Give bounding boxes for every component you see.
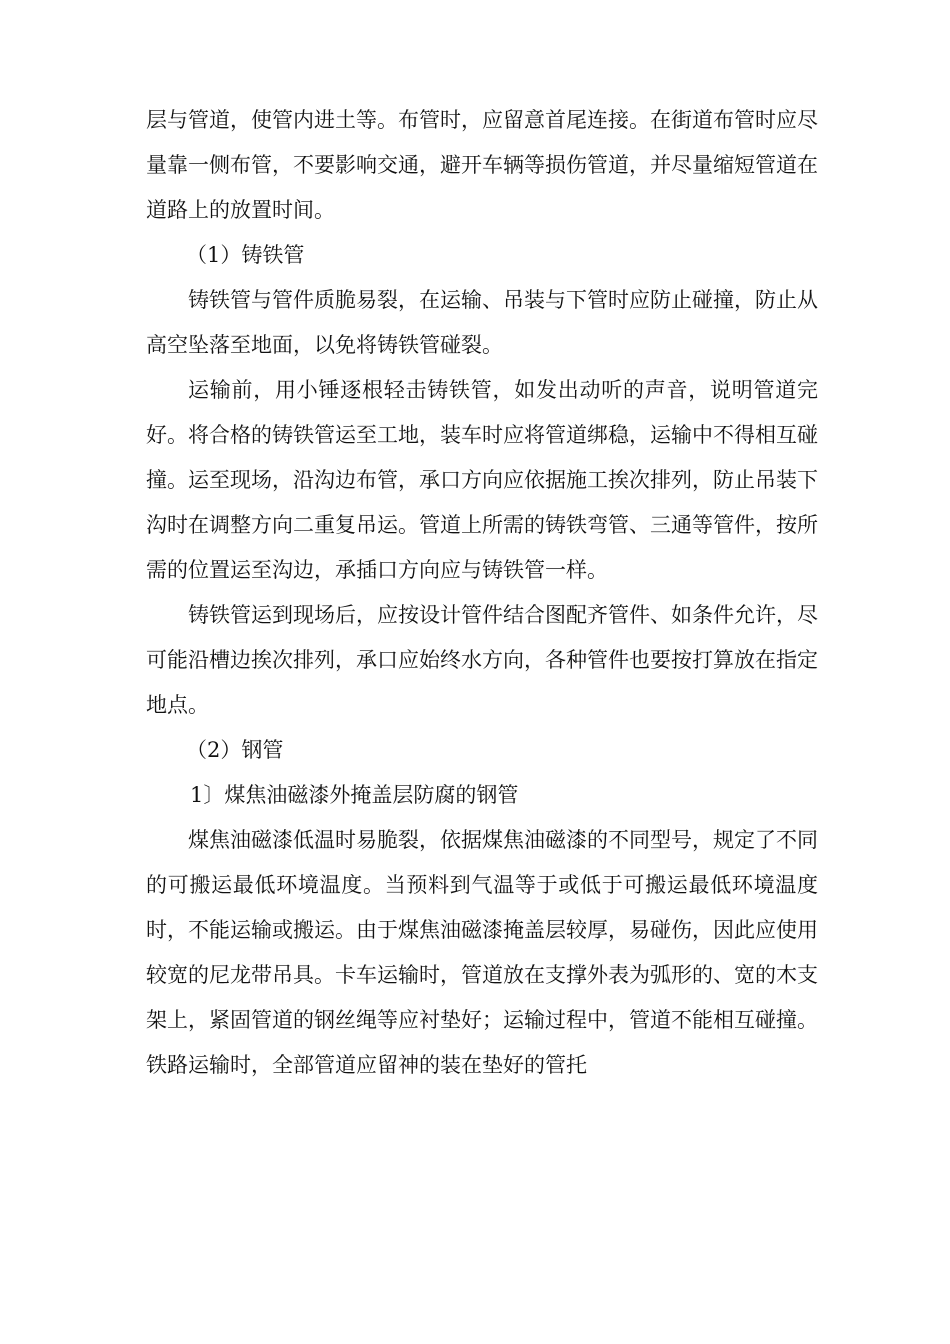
paragraph-continuation: 层与管道，使管内进土等。布管时，应留意首尾连接。在街道布管时应尽量靠一侧布管，不要影响交通，避开车辆等损伤管道，并尽量缩短管道在道路上的放置时间。 (146, 108, 818, 222)
paragraph-coal-tar-enamel: 煤焦油磁漆低温时易脆裂，依据煤焦油磁漆的不同型号，规定了不同的可搬运最低环境温度。当预料到气温等于或低于可搬运最低环境温度时，不能运输或搬运。由于煤焦油磁漆掩盖层较厚，易碰伤，因此应使用较宽的尼龙带吊具。卡车运输时，管道放在支撑外表为弧形的、宽的木支架上，紧固管道的钢丝绳等应衬垫好；运输过程中，管道不能相互碰撞。铁路运输时，全部管道应留神的装在垫好的管托 (146, 828, 818, 1077)
paragraph-site-arrangement: 铸铁管运到现场后，应按设计管件结合图配齐管件、如条件允许，尽可能沿槽边挨次排列，承口应始终水方向，各种管件也要按打算放在指定地点。 (146, 603, 818, 717)
heading-coal-tar-enamel: 1〕煤焦油磁漆外掩盖层防腐的钢管 (190, 783, 519, 807)
heading-cast-iron-pipe: （1）铸铁管 (186, 243, 305, 267)
document-body (146, 98, 818, 1088)
paragraph-transport-check: 运输前，用小锤逐根轻击铸铁管，如发出动听的声音，说明管道完好。将合格的铸铁管运至工地，装车时应将管道绑稳，运输中不得相互碰撞。运至现场，沿沟边布管，承口方向应依据施工挨次排列，防止吊装下沟时在调整方向二重复吊运。管道上所需的铸铁弯管、三通等管件，按所需的位置运至沟边，承插口方向应与铸铁管一样。 (146, 378, 818, 582)
heading-steel-pipe: （2）钢管 (186, 738, 284, 762)
paragraph-fragility: 铸铁管与管件质脆易裂，在运输、吊装与下管时应防止碰撞，防止从高空坠落至地面，以免将铸铁管碰裂。 (146, 288, 818, 357)
